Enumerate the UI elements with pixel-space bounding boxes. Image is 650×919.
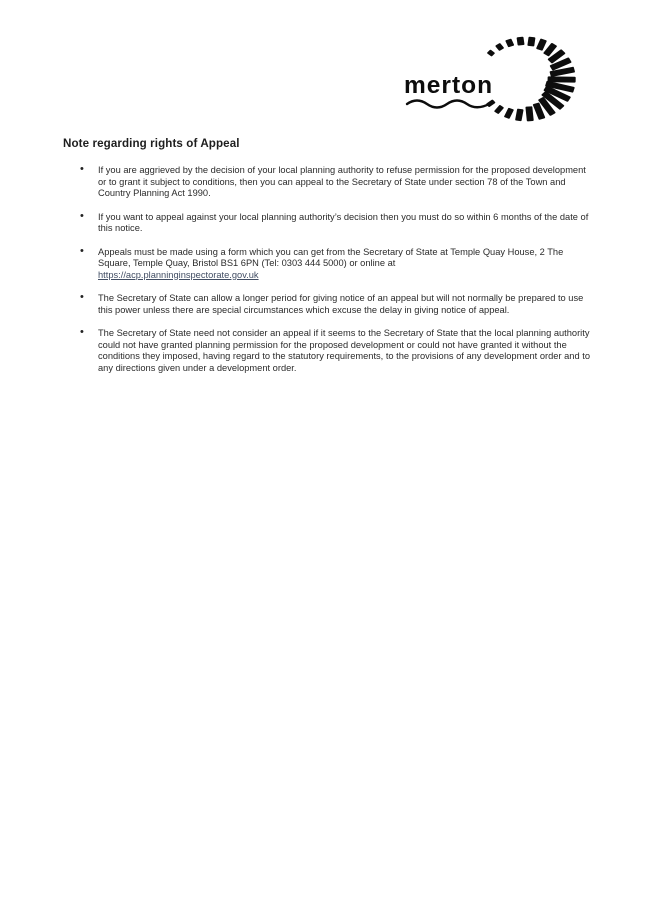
appeal-note-item (63, 212, 594, 235)
appeal-note-text: The Secretary of State need not consider an appeal if it seems to the Secretary of State that the local planning authority could not have granted planning permission for the proposed development or could not have granted it without the conditions they imposed, having regard to the statutory requirements, to the provisions of any development order and to any directions given under a development order. (98, 328, 590, 373)
appeal-note-item (63, 328, 594, 374)
appeal-note-text: Appeals must be made using a form which you can get from the Secretary of State at Temple Quay House, 2 The Square, Temple Quay, Bristol BS1 6PN (Tel: 0303 444 5000) or online at (98, 246, 564, 268)
appeal-notes-list (63, 165, 594, 374)
appeal-note-text: If you want to appeal against your local planning authority’s decision then you must do so within 6 months of the date of this notice. (98, 211, 589, 233)
document-content (63, 137, 594, 374)
merton-logo-text: merton (404, 72, 494, 99)
merton-logo-icon (403, 34, 589, 126)
planning-inspectorate-link[interactable]: https://acp.planninginspectorate.gov.uk (98, 269, 259, 280)
merton-logo (403, 34, 589, 126)
merton-logo-swirl (486, 37, 576, 122)
merton-logo-wave (407, 101, 491, 108)
page-title: Note regarding rights of Appeal (63, 137, 240, 150)
appeal-note-text: If you are aggrieved by the decision of your local planning authority to refuse permission for the proposed development or to grant it subject to conditions, then you can appeal to the Secretary of State under section 78 of the Town and Country Planning Act 1990. (98, 165, 586, 198)
appeal-note-item (63, 165, 594, 200)
appeal-note-text: The Secretary of State can allow a longer period for giving notice of an appeal but will not normally be prepared to use this power unless there are special circumstances which excuse the delay in giving notice of appeal. (98, 293, 584, 315)
appeal-note-item (63, 247, 594, 282)
appeal-note-item (63, 293, 594, 316)
